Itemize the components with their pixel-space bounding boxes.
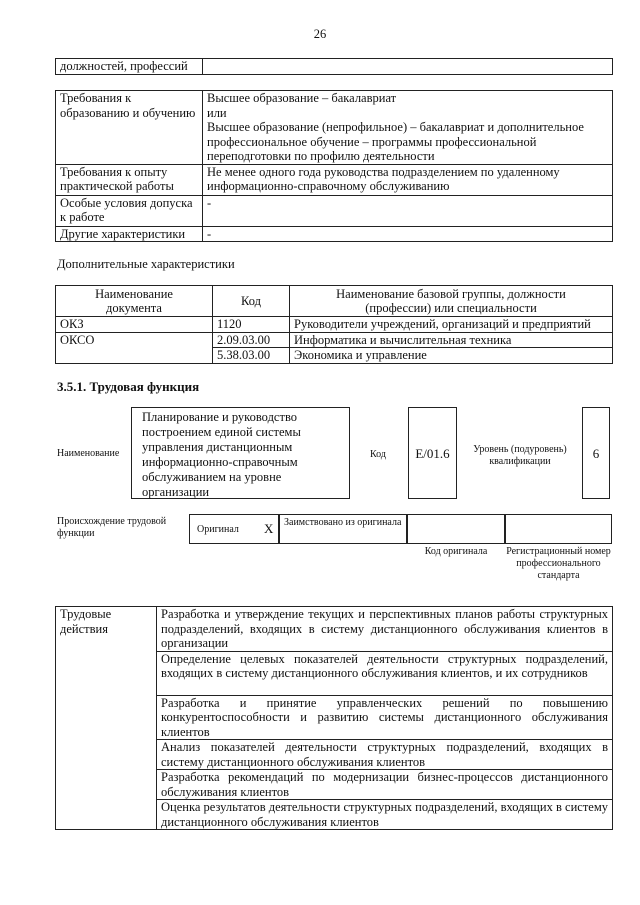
req-line: - <box>207 195 212 210</box>
origin-original-cell <box>189 514 279 544</box>
additional-table <box>55 285 613 364</box>
table-row <box>56 332 613 348</box>
req-label: Другие характеристики <box>56 226 203 242</box>
req-value <box>203 91 613 165</box>
req-value <box>203 195 613 226</box>
action-item: Оценка результатов деятельности структурных подразделений, входящих в систему дистанционного обслуживания клиентов <box>157 800 613 830</box>
origin-borrowed-cell: Заимствовано из оригинала <box>279 514 407 544</box>
action-item: Определение целевых показателей деятельности структурных подразделений, входящих в систему дистанционного обслуживания клиентов, и их сотрудников <box>157 651 613 695</box>
req-row-experience <box>56 164 613 195</box>
cell-name: Экономика и управление <box>290 348 613 364</box>
origin-code-original: Код оригинала <box>424 546 488 557</box>
section-title: 3.5.1. Трудовая функция <box>57 379 200 394</box>
req-row-other <box>56 226 613 242</box>
req-line: Не менее одного года руководства подразделением по удаленному информационно-справочному обслуживанию <box>207 164 560 193</box>
cell-name: Руководители учреждений, организаций и предприятий <box>290 317 613 333</box>
cell-code: 2.09.03.00 <box>213 332 290 348</box>
req-label: Особые условия допуска к работе <box>56 195 203 226</box>
action-item: Разработка и принятие управленческих решений по повышению конкурентоспособности и развитию системы дистанционного обслуживания клиентов <box>157 695 613 740</box>
cell-name: Информатика и вычислительная техника <box>290 332 613 348</box>
origin-original-mark: X <box>264 521 274 536</box>
action-item: Разработка и утверждение текущих и перспективных планов работы структурных подразделений, входящих в систему дистанционного обслуживания клиентов в организации <box>157 607 613 652</box>
req-label: Требования к образованию и обучению <box>56 91 203 165</box>
req-line: - <box>207 226 212 241</box>
req-line: Высшее образование – бакалавриат <box>207 91 397 105</box>
origin-label: Происхождение трудовой функции <box>57 516 167 539</box>
function-code-text: E/01.6 <box>415 445 450 461</box>
function-code-value <box>408 407 457 499</box>
cell-doc <box>56 348 213 364</box>
header-doc: Наименование документа <box>56 286 213 317</box>
cell-code: 5.38.03.00 <box>213 348 290 364</box>
cell-code: 1120 <box>213 317 290 333</box>
req-value <box>203 226 613 242</box>
header-code: Код <box>213 286 290 317</box>
function-name-value: Планирование и руководство построением единой системы управления дистанционным информационно-справочным обслуживанием на уровне организации <box>131 407 350 499</box>
page-number: 26 <box>313 27 327 41</box>
req-line: или <box>207 105 227 120</box>
req-value <box>203 164 613 195</box>
origin-reg-number: Регистрационный номер профессионального стандарта <box>506 546 611 581</box>
table-row <box>56 317 613 333</box>
origin-reg-cell <box>505 514 612 544</box>
top-row-table <box>55 58 613 75</box>
top-row-label: должностей, профессий <box>56 59 203 75</box>
requirements-table <box>55 90 613 242</box>
origin-code-cell <box>407 514 505 544</box>
table-row <box>56 607 613 652</box>
req-row-education <box>56 91 613 165</box>
function-level-label: Уровень (подуровень) квалификации <box>473 444 567 467</box>
cell-doc: ОКСО <box>56 332 213 348</box>
header-name: Наименование базовой группы, должности (профессии) или специальности <box>290 286 613 317</box>
origin-original-label: Оригинал <box>197 524 239 535</box>
function-name-label: Наименование <box>57 448 120 459</box>
function-level-value <box>582 407 610 499</box>
additional-header-row <box>56 286 613 317</box>
top-row-value <box>203 59 613 75</box>
req-label: Требования к опыту практической работы <box>56 164 203 195</box>
function-level-text: 6 <box>592 445 600 461</box>
req-row-conditions <box>56 195 613 226</box>
additional-title: Дополнительные характеристики <box>57 257 235 271</box>
table-row <box>56 348 613 364</box>
action-item: Анализ показателей деятельности структурных подразделений, входящих в систему дистанционного обслуживания клиентов <box>157 740 613 770</box>
actions-table <box>55 606 613 830</box>
req-line: Высшее образование (непрофильное) – бакалавриат и дополнительное профессиональное обучение – программы профессиональной переподготовки по профилю деятельности <box>207 120 584 163</box>
function-code-label: Код <box>370 449 386 460</box>
actions-label: Трудовые действия <box>56 607 157 830</box>
action-item: Разработка рекомендаций по модернизации бизнес-процессов дистанционного обслуживания клиентов <box>157 770 613 800</box>
cell-doc: ОКЗ <box>56 317 213 333</box>
